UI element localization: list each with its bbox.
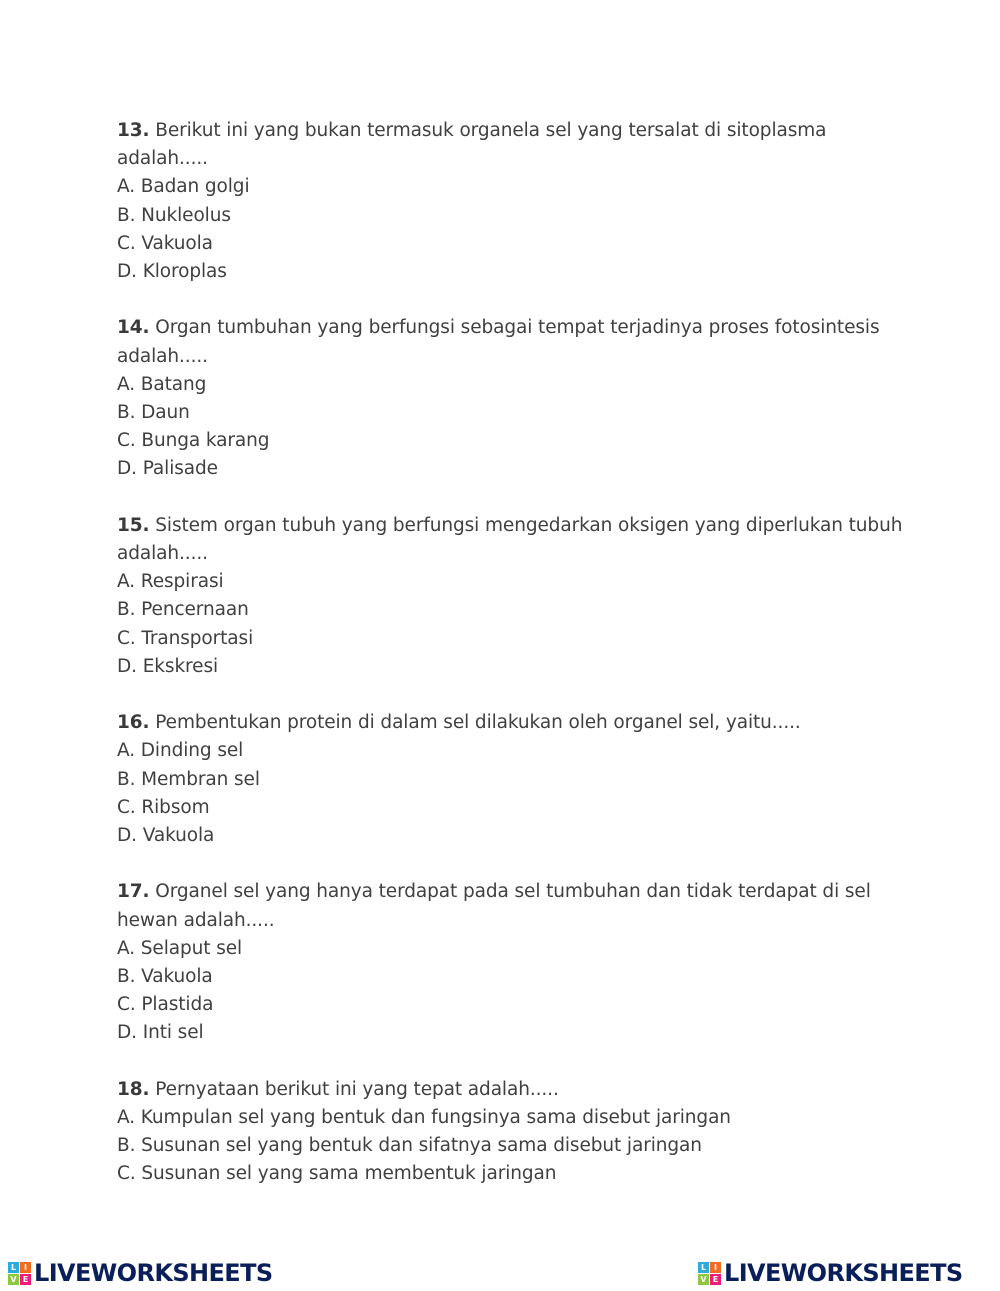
logo-letter: I	[20, 1262, 31, 1273]
question-17	[117, 878, 907, 1047]
answer-option: B. Membran sel	[117, 768, 260, 790]
logo-letter: E	[710, 1274, 721, 1285]
question-prompt: Berikut ini yang bukan termasuk organela sel yang tersalat di sitoplasma adalah.....	[117, 120, 827, 170]
logo-mark-icon	[8, 1262, 31, 1285]
logo-mark-icon	[698, 1262, 721, 1285]
answer-option: C. Susunan sel yang sama membentuk jaringan	[117, 1163, 557, 1185]
brand-name: LIVEWORKSHEETS	[724, 1259, 963, 1287]
question-number: 15.	[117, 514, 150, 536]
question-number: 18.	[117, 1078, 150, 1100]
answer-option: A. Batang	[117, 373, 207, 395]
answer-option: A. Respirasi	[117, 571, 224, 593]
answer-option: D. Kloroplas	[117, 261, 227, 283]
question-13	[117, 117, 907, 286]
question-text	[117, 878, 907, 934]
logo-letter: L	[698, 1262, 709, 1273]
answer-option: A. Kumpulan sel yang bentuk dan fungsinya sama disebut jaringan	[117, 1107, 731, 1129]
answer-option: A. Selaput sel	[117, 937, 243, 959]
logo-letter: V	[698, 1274, 709, 1285]
question-text	[117, 512, 907, 568]
question-15	[117, 512, 907, 681]
question-number: 17.	[117, 881, 150, 903]
answer-option: D. Palisade	[117, 458, 218, 480]
question-prompt: Sistem organ tubuh yang berfungsi mengedarkan oksigen yang diperlukan tubuh adalah.....	[117, 514, 903, 565]
answer-option: C. Ribsom	[117, 796, 210, 818]
answer-option: A. Dinding sel	[117, 740, 244, 762]
answer-option: B. Nukleolus	[117, 204, 231, 226]
answer-option: B. Daun	[117, 402, 190, 424]
brand-name: LIVEWORKSHEETS	[34, 1259, 273, 1287]
logo-letter: E	[20, 1274, 31, 1285]
answer-option: A. Badan golgi	[117, 176, 250, 198]
answer-option: B. Susunan sel yang bentuk dan sifatnya sama disebut jaringan	[117, 1135, 702, 1157]
question-number: 13.	[117, 120, 150, 141]
answer-option: B. Pencernaan	[117, 599, 249, 621]
question-number: 14.	[117, 317, 150, 339]
liveworksheets-logo-right	[698, 1259, 963, 1287]
question-number: 16.	[117, 712, 150, 734]
question-text	[117, 117, 907, 173]
answer-option: C. Plastida	[117, 994, 214, 1016]
question-list	[117, 117, 907, 1217]
answer-option: D. Vakuola	[117, 825, 215, 847]
question-prompt: Pembentukan protein di dalam sel dilakukan oleh organel sel, yaitu.....	[155, 712, 801, 734]
logo-letter: L	[8, 1262, 19, 1273]
answer-option: D. Inti sel	[117, 1022, 204, 1044]
question-text	[117, 314, 907, 370]
logo-letter: V	[8, 1274, 19, 1285]
question-text	[117, 1076, 907, 1104]
question-18	[117, 1076, 907, 1189]
question-prompt: Organel sel yang hanya terdapat pada sel tumbuhan dan tidak terdapat di sel hewan adalah.....	[117, 881, 871, 931]
question-text	[117, 709, 907, 737]
liveworksheets-logo-left	[8, 1259, 273, 1287]
answer-option: D. Ekskresi	[117, 655, 219, 677]
logo-letter: I	[710, 1262, 721, 1273]
question-prompt: Pernyataan berikut ini yang tepat adalah.....	[155, 1078, 559, 1100]
question-prompt: Organ tumbuhan yang berfungsi sebagai tempat terjadinya proses fotosintesis adalah.....	[117, 317, 880, 367]
question-16	[117, 709, 907, 850]
question-14	[117, 314, 907, 483]
answer-option: C. Bunga karang	[117, 430, 270, 452]
answer-option: C. Transportasi	[117, 627, 254, 649]
answer-option: C. Vakuola	[117, 232, 213, 254]
answer-option: B. Vakuola	[117, 966, 213, 988]
